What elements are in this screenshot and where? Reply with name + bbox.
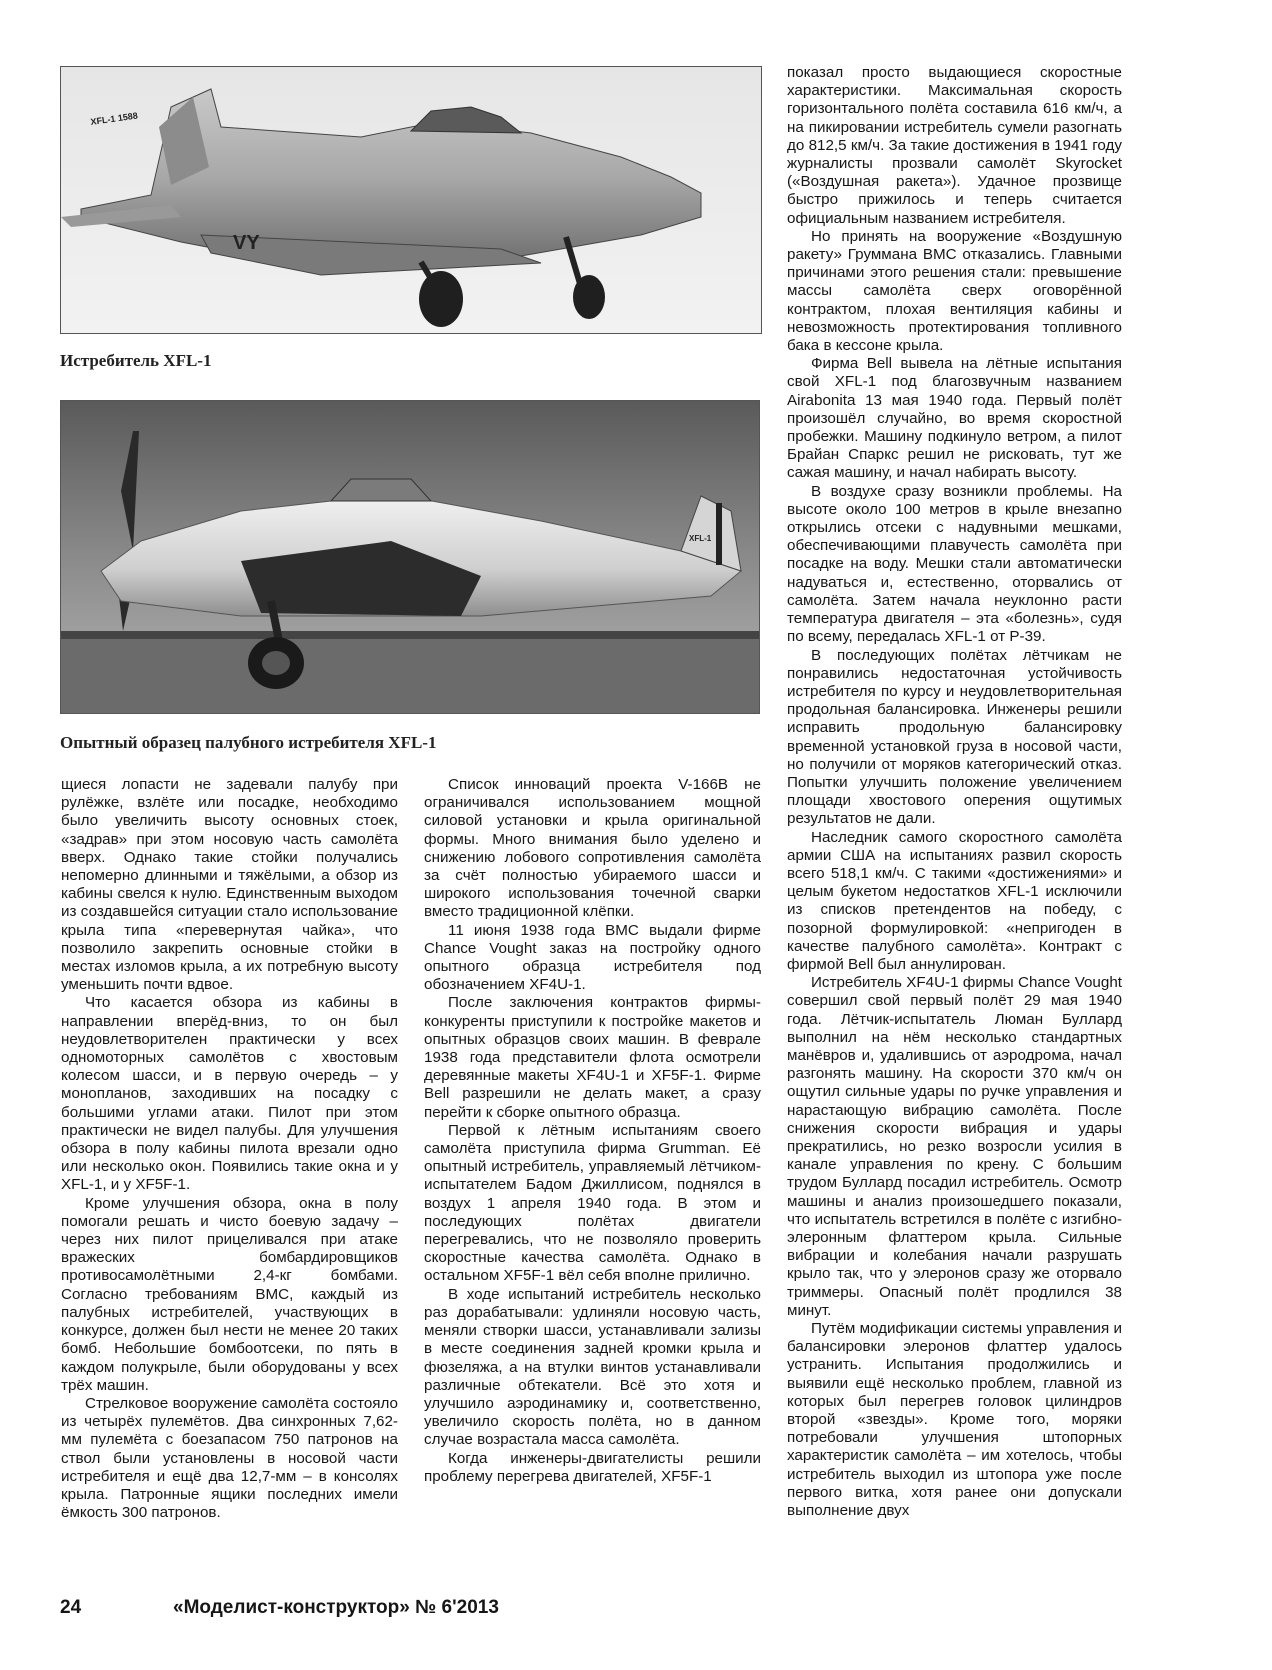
photo-xfl1-flight xyxy=(60,66,762,334)
middle-paragraph-1: Список инноваций проекта V-166B не ограничивался использованием мощной силовой установки и крыла оригинальной формы. Много внимания было уделено и снижению лобового сопротивления самолёта за счёт полностью убираемого шасси и широкого использования точечной сварки вместо традиционной клёпки. xyxy=(424,776,761,921)
page-number: 24 xyxy=(60,1597,82,1618)
text-column-left xyxy=(61,776,398,1522)
right-paragraph-1: показал просто выдающиеся скоростные характеристики. Максимальная скорость горизонтального полёта составила 616 км/ч, а на пикировании истребитель сумели разогнать до 812,5 км/ч. За такие достижения в 1941 году журналисты прозвали самолёт Skyrocket («Воздушная ракета»). Удачное прозвище быстро прижилось и теперь считается официальным названием истребителя. xyxy=(787,64,1122,227)
left-paragraph-2: Что касается обзора из кабины в направлении вперёд-вниз, то он был неудовлетворителен практически у всех одномоторных самолётов с хвостовым колесом шасси, и в первую очередь – у монопланов, заходивших на посадку с большими углами атаки. Пилот при этом практически не видел палубы. Для улучшения обзора в полу кабины пилота врезали одно или несколько окон. Появились такие окна и у XFL-1, и у XF5F-1. xyxy=(61,994,398,1194)
right-paragraph-8: Путём модификации системы управления и балансировки элеронов флаттер удалось устранить. Испытания продолжились и выявили ещё несколько проблем, главной из которых был перегрев головок цилиндров второй «звезды». Кроме того, моряки потребовали улучшения штопорных характеристик самолёта – им хотелось, чтобы истребитель выходил из штопора уже после первого витка, хотя ранее они допускали выполнение двух xyxy=(787,1320,1122,1520)
middle-paragraph-2: 11 июня 1938 года ВМС выдали фирме Chance Vought заказ на постройку одного опытного образца истребителя под обозначением XF4U-1. xyxy=(424,921,761,994)
left-paragraph-3: Кроме улучшения обзора, окна в полу помогали решать и чисто боевую задачу – через них пилот прицеливался при атаке вражеских бомбардировщиков противосамолётными 2,4-кг бомбами. Согласно требованиям ВМС, каждый из палубных истребителей, участвующих в конкурсе, должен был нести не менее 20 таких бомб. Небольшие бомбоотсеки, по пять в каждом полукрыле, были оборудованы у всех трёх машин. xyxy=(61,1194,398,1394)
left-paragraph-1: щиеся лопасти не задевали палубу при рулёжке, взлёте или посадке, необходимо было увеличить высоту основных стоек, «задрав» при этом носовую часть самолёта вверх. Однако такие стойки получались непомерно длинными и тяжёлыми, а обзор из кабины свелся к нулю. Единственным выходом из создавшейся ситуации стало использование крыла типа «перевернутая чайка», что позволило закрепить основные стойки в местах изломов крыла, а их потребную высоту уменьшить почти вдвое. xyxy=(61,776,398,994)
right-paragraph-5: В последующих полётах лётчикам не понравились недостаточная устойчивость истребителя по курсу и неудовлетворительная продольная балансировка. Инженеры решили исправить продольную балансировку временной установкой груза в носовой части, но получили от моряков категорический отказ. Попытки улучшить положение увеличением площади хвостового оперения ощутимых результатов не дали. xyxy=(787,646,1122,828)
right-paragraph-2: Но принять на вооружение «Воздушную ракету» Груммана ВМС отказались. Главными причинами этого решения стали: превышение массы самолёта сверх оговорённой контрактом, плохая вентиляция кабины и невозможность протектирования топливного бака в кессоне крыла. xyxy=(787,227,1122,355)
photo1-fin-marking: XFL-1 1588 xyxy=(89,110,139,127)
right-paragraph-7: Истребитель XF4U-1 фирмы Chance Vought совершил свой первый полёт 29 мая 1940 года. Лётчик-испытатель Люман Буллард выполнил на нём несколько стандартных манёвров и, удалившись от аэродрома, начал разгонять машину. На скорости 370 км/ч он ощутил сильные удары по ручке управления и нарастающую вибрацию самолёта. После снижения скорости вибрация и удары прекратились, но резко возросли усилия в канале управления по крену. С большим трудом Буллард посадил истребитель. Осмотр машины и анализ произошедшего показали, что испытатель встретился в полёте с изгибно-элеронным флаттером крыла. Сильные вибрации и колебания начали разрушать крыло так, что у элеронов сразу же оторвало триммеры. Опасный полёт продлился 38 минут. xyxy=(787,974,1122,1319)
middle-paragraph-5: В ходе испытаний истребитель несколько раз дорабатывали: удлиняли носовую часть, меняли створки шасси, устанавливали зализы в месте соединения задней кромки крыла и фюзеляжа, а на втулки винтов устанавливали различные обтекатели. Всё это хотя и улучшило аэродинамику и, соответственно, увеличило скорость полёта, но в данном случае возрастала масса самолёта. xyxy=(424,1285,761,1449)
magazine-title: «Моделист-конструктор» № 6'2013 xyxy=(173,1597,499,1618)
photo-xfl1-ground xyxy=(60,400,760,714)
figure-caption-1: Истребитель XFL-1 xyxy=(60,351,212,370)
right-paragraph-6: Наследник самого скоростного самолёта армии США на испытаниях развил скорость всего 518,1 км/ч. С такими «достижениями» и целым букетом недостатков XFL-1 исключили из списков претендентов на победу, с позорной формулировкой: «непригоден в качестве палубного самолёта». Контракт с фирмой Bell был аннулирован. xyxy=(787,828,1122,973)
right-paragraph-4: В воздухе сразу возникли проблемы. На высоте около 100 метров в крыле внезапно открылись отсеки с надувными мешками, обеспечивающими плавучесть самолёта при посадке на воду. Мешки стали автоматически надуваться и, естественно, оторвались от самолёта. Затем начала неуклонно расти температура двигателя – эта «болезнь», судя по всему, передалась XFL-1 от P-39. xyxy=(787,482,1122,646)
middle-paragraph-6: Когда инженеры-двигателисты решили проблему перегрева двигателей, XF5F-1 xyxy=(424,1449,761,1485)
text-column-right xyxy=(787,64,1122,1520)
text-column-middle xyxy=(424,776,761,1486)
middle-paragraph-3: После заключения контрактов фирмы-конкуренты приступили к постройке макетов и опытных образцов своих машин. В феврале 1938 года представители флота осмотрели деревянные макеты XF4U-1 и XF5F-1. Фирме Bell разрешили не делать макет, а сразу перейти к сборке опытного образца. xyxy=(424,994,761,1121)
photo2-fin-marking: XFL-1 xyxy=(689,534,712,543)
photo1-tail-marking: VY xyxy=(233,232,260,254)
middle-paragraph-4: Первой к лётным испытаниям своего самолёта приступила фирма Grumman. Её опытный истребитель, управляемый лётчиком-испытателем Бадом Джиллисом, поднялся в воздух 1 апреля 1940 года. В этом и последующих полётах двигатели перегревались, что не позволяло проверить скоростные качества самолёта. Однако в остальном XF5F-1 вёл себя вполне прилично. xyxy=(424,1121,761,1285)
figure-caption-2: Опытный образец палубного истребителя XFL-1 xyxy=(60,733,437,752)
left-paragraph-4: Стрелковое вооружение самолёта состояло из четырёх пулемётов. Два синхронных 7,62-мм пулемёта с боезапасом 750 патронов на ствол были установлены в носовой части истребителя и ещё два 12,7-мм – в консолях крыла. Патронные ящики последних имели ёмкость 300 патронов. xyxy=(61,1394,398,1522)
right-paragraph-3: Фирма Bell вывела на лётные испытания свой XFL-1 под благозвучным названием Airabonita 13 мая 1940 года. Первый полёт произошёл случайно, во время скоростной пробежки. Машину подкинуло ветром, а пилот Брайан Спаркс решил не рисковать, тут же сажая машину, и начал набирать высоту. xyxy=(787,355,1122,482)
